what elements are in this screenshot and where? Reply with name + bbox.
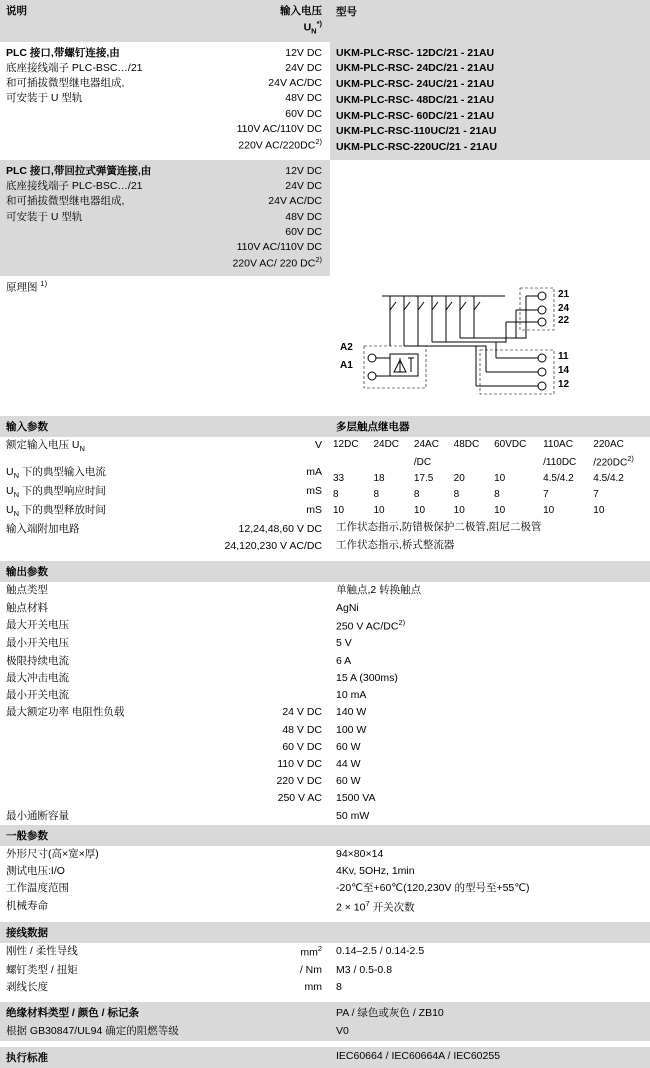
matrix-cell: 10 <box>373 505 385 517</box>
circuit-diagram-svg <box>330 276 650 416</box>
output-label-min-breaking-capacity: 最小通断容量 <box>6 809 69 822</box>
output-value-power-110vdc: 44 W <box>330 756 650 773</box>
terminal-label-a1: A1 <box>340 359 353 371</box>
matrix-subcol-1 <box>370 453 410 471</box>
block1-desc-line-0: PLC 接口,带螺钉连接,由 <box>6 46 120 59</box>
model-item: UKM-PLC-RSC-220UC/21 - 21AU <box>336 141 498 154</box>
general-unit-3 <box>225 898 330 917</box>
output-section-header <box>0 561 650 582</box>
output-row-1-left <box>0 600 330 617</box>
terminal-label-12: 12 <box>558 378 570 390</box>
matrix-subcol-5: /110DC <box>543 457 577 469</box>
output-row-8 <box>0 722 650 739</box>
matrix-row-current <box>330 471 650 487</box>
output-unit-1 <box>225 600 330 617</box>
general-value-dimensions: 94×80×14 <box>330 846 650 863</box>
output-row-6-left <box>0 687 330 704</box>
input-section-title: 输入参数 <box>0 416 330 437</box>
matrix-col-6: 220AC <box>593 438 624 450</box>
model-item: UKM-PLC-RSC- 24DC/21 - 21AU <box>336 62 495 75</box>
matrix-cell: 7 <box>543 489 549 501</box>
table-header-row <box>0 0 650 42</box>
input-row-current <box>0 464 330 483</box>
output-row-4-left <box>0 653 330 670</box>
output-row-13-left <box>0 808 330 825</box>
block2-voltage-4: 60V DC <box>285 225 322 238</box>
output-row-2-left <box>0 617 330 636</box>
model-item: UKM-PLC-RSC- 24UC/21 - 21AU <box>336 78 495 91</box>
input-params-left <box>0 437 330 555</box>
insulation-value-flame-rating: V0 <box>330 1023 650 1040</box>
block1-voltage-3: 48V DC <box>285 92 322 105</box>
block2-description <box>0 160 198 276</box>
input-row-current-unit: mA <box>306 465 322 478</box>
matrix-cell: 7 <box>593 489 599 501</box>
output-value-power-220vdc: 60 W <box>330 773 650 790</box>
output-row-5 <box>0 670 650 687</box>
output-value-min-breaking-capacity: 50 mW <box>330 808 650 825</box>
input-row-rated-voltage-unit: V <box>314 438 322 451</box>
output-value-power-250vac: 1500 VA <box>330 790 650 807</box>
output-row-0-left <box>0 582 330 599</box>
output-row-0 <box>0 582 650 599</box>
input-row-rated-voltage-label: 额定输入电压 $U_N$ <box>6 438 85 454</box>
matrix-cell: 8 <box>333 489 339 501</box>
output-row-9 <box>0 739 650 756</box>
output-unit-8: 48 V DC <box>282 723 322 736</box>
output-row-10-left <box>0 756 330 773</box>
input-row-response <box>0 483 330 502</box>
block2-voltage-5: 110V AC/110V DC <box>236 241 322 254</box>
standard-section-header <box>0 1047 650 1068</box>
input-row-extra-unit-1: 24,120,230 V AC/DC <box>224 540 322 553</box>
model-item: UKM-PLC-RSC- 12DC/21 - 21AU <box>336 46 495 59</box>
matrix-col-4: 60VDC <box>494 438 527 450</box>
general-section-header <box>0 825 650 846</box>
input-row-current-label: $U_N$ 下的典型输入电流 <box>6 465 106 481</box>
general-unit-0 <box>225 846 330 863</box>
output-value-power-24vdc: 140 W <box>330 704 650 721</box>
general-row-0-left <box>0 846 330 863</box>
output-unit-13 <box>225 808 330 825</box>
input-row-release-label: $U_N$ 下的典型释放时间 <box>6 503 106 518</box>
output-row-13 <box>0 808 650 825</box>
block2-voltages <box>198 160 330 276</box>
column-header-voltage <box>198 0 330 42</box>
product-block-1 <box>0 42 650 160</box>
input-row-extra-label: 输入端附加电路 <box>6 522 80 535</box>
block1-voltage-4: 60V DC <box>285 107 322 120</box>
matrix-col-2: 24AC <box>413 438 439 450</box>
matrix-row-release <box>330 503 650 519</box>
output-unit-7: 24 V DC <box>282 706 322 719</box>
matrix-cell: 10 <box>413 505 426 517</box>
general-section-header-right <box>330 825 650 846</box>
output-label-max-power: 最大额定功率 电阻性负载 <box>6 706 125 719</box>
output-label-contact-material: 触点材料 <box>6 601 48 614</box>
wiring-row-1 <box>0 962 650 979</box>
wiring-row-2-left <box>0 979 330 996</box>
insulation-row-0-left <box>0 1023 330 1040</box>
block1-model-list <box>330 42 650 160</box>
matrix-cell: 20 <box>453 473 465 485</box>
block2-voltage-0: 12V DC <box>285 164 322 177</box>
matrix-col-3: 48DC <box>453 438 480 450</box>
matrix-cell: 4.5/4.2 <box>543 473 574 485</box>
output-row-2 <box>0 617 650 636</box>
matrix-cell: 8 <box>413 489 420 501</box>
matrix-cell: 4.5/4.2 <box>593 473 624 485</box>
output-row-7 <box>0 704 650 721</box>
block1-voltage-1: 24V DC <box>285 61 322 74</box>
matrix-subcol-6: /220DC$^{2)}$ <box>593 453 634 469</box>
matrix-row-response <box>330 487 650 503</box>
insulation-unit-0 <box>225 1023 330 1040</box>
output-row-12 <box>0 790 650 807</box>
terminal-label-14: 14 <box>558 364 570 376</box>
insulation-section-header <box>0 1002 650 1023</box>
wiring-section-header <box>0 922 650 943</box>
output-section-title: 输出参数 <box>0 561 330 582</box>
output-value-power-60vdc: 60 W <box>330 739 650 756</box>
general-label-mechanical-life: 机械寿命 <box>6 899 48 912</box>
input-extra-value-1: 工作状态指示,桥式整流器 <box>336 538 455 551</box>
matrix-subheader-row <box>330 453 650 471</box>
block2-voltage-2: 24V AC/DC <box>268 195 322 208</box>
output-value-limit-current: 6 A <box>330 653 650 670</box>
general-row-3 <box>0 898 650 917</box>
output-value-inrush-current: 15 A (300ms) <box>330 670 650 687</box>
matrix-cell: 10 <box>593 505 605 517</box>
output-unit-9: 60 V DC <box>282 740 322 753</box>
output-unit-10: 110 V DC <box>277 757 322 770</box>
matrix-subcol-2: /DC <box>413 457 432 469</box>
wiring-value-conductor: 0.14–2.5 / 0.14-2.5 <box>330 943 650 962</box>
block1-left <box>0 42 330 160</box>
input-section-header <box>0 416 650 437</box>
insulation-row-0 <box>0 1023 650 1040</box>
general-row-1-left <box>0 863 330 880</box>
output-value-min-switch-voltage: 5 V <box>330 635 650 652</box>
block1-description <box>0 42 198 158</box>
model-item: UKM-PLC-RSC- 48DC/21 - 21AU <box>336 93 495 106</box>
input-row-release-unit: mS <box>306 503 322 516</box>
matrix-cell: 17.5 <box>413 473 434 485</box>
terminal-label-a2: A2 <box>340 341 353 353</box>
matrix-cell: 10 <box>494 505 506 517</box>
output-row-1 <box>0 600 650 617</box>
matrix-cell: 8 <box>453 489 460 501</box>
input-row-rated-voltage <box>0 437 330 456</box>
input-section-right-title: 多层触点继电器 <box>330 416 650 437</box>
block1-voltages <box>198 42 330 158</box>
output-value-max-switch-voltage: 250 V AC/DC$^{2)}$ <box>330 617 650 636</box>
standard-section-title: 执行标准 <box>0 1047 330 1068</box>
wiring-section-header-right <box>330 922 650 943</box>
block2-model-list <box>330 160 650 276</box>
schematic-row <box>0 276 650 416</box>
column-header-voltage-symbol: $U_N^{*)}$ <box>303 19 322 36</box>
block1-voltage-5: 110V AC/110V DC <box>236 122 322 135</box>
block1-desc-line-2: 和可插拔微型继电器组成, <box>6 77 125 90</box>
input-row-extra-unit-0: 12,24,48,60 V DC <box>238 522 322 535</box>
terminal-label-21: 21 <box>558 288 570 300</box>
matrix-col-0: 12DC <box>333 438 359 450</box>
wiring-label-strip-length: 剥线长度 <box>6 981 48 994</box>
wiring-unit-0: $mm^2$ <box>300 944 322 959</box>
output-label-11 <box>0 773 225 790</box>
header-left <box>0 0 330 42</box>
wiring-value-strip-length: 8 <box>330 979 650 996</box>
output-row-11 <box>0 773 650 790</box>
wiring-label-conductor: 刚性 / 柔性导线 <box>6 945 78 958</box>
input-row-extra-2 <box>0 538 330 555</box>
output-unit-6 <box>225 687 330 704</box>
output-label-min-switch-current: 最小开关电流 <box>6 689 69 702</box>
general-row-0 <box>0 846 650 863</box>
block1-voltage-2: 24V AC/DC <box>268 77 322 90</box>
block2-desc-line-3: 可安装于 U 型轨 <box>6 210 83 223</box>
block2-desc-line-0: PLC 接口,带回拉式弹簧连接,由 <box>6 164 152 177</box>
standard-section-value: IEC60664 / IEC60664A / IEC60255 <box>330 1047 650 1068</box>
output-row-6 <box>0 687 650 704</box>
input-row-response-label: $U_N$ 下的典型响应时间 <box>6 484 106 499</box>
output-label-max-switch-voltage: 最大开关电压 <box>6 618 69 631</box>
column-header-voltage-label: 输入电压 <box>280 5 322 17</box>
output-row-8-left <box>0 722 330 739</box>
wiring-row-0 <box>0 943 650 962</box>
matrix-cell: 33 <box>333 473 345 485</box>
block1-voltage-6: 220V AC/220DC$^{2)}$ <box>238 137 322 152</box>
output-label-limit-current: 极限持续电流 <box>6 654 69 667</box>
general-value-temp-range: -20℃至+60℃(120,230V 的型号至+55℃) <box>330 880 650 897</box>
output-label-9 <box>0 739 225 756</box>
wiring-unit-1: / Nm <box>299 963 322 976</box>
output-label-inrush-current: 最大冲击电流 <box>6 671 69 684</box>
output-section-header-right <box>330 561 650 582</box>
general-row-3-left <box>0 898 330 917</box>
wiring-section-title: 接线数据 <box>0 922 330 943</box>
output-value-min-switch-current: 10 mA <box>330 687 650 704</box>
output-unit-5 <box>225 670 330 687</box>
matrix-cell: 10 <box>543 505 555 517</box>
output-unit-0 <box>225 582 330 599</box>
matrix-subcol-3 <box>451 453 491 471</box>
matrix-cell: 18 <box>373 473 385 485</box>
matrix-subcol-4 <box>491 453 540 471</box>
block2-left <box>0 160 330 276</box>
input-row-release <box>0 502 330 521</box>
matrix-subcol-0 <box>330 453 370 471</box>
general-value-test-voltage: 4Kv, 5OHz, 1min <box>330 863 650 880</box>
input-row-extra-spacer <box>0 538 170 555</box>
input-row-response-unit: mS <box>306 484 322 497</box>
output-row-7-left <box>0 704 330 721</box>
output-label-contact-type: 触点类型 <box>6 584 48 597</box>
matrix-cell: 10 <box>333 505 345 517</box>
input-section-body <box>0 437 650 555</box>
block2-voltage-1: 24V DC <box>285 180 322 193</box>
general-section-title: 一般参数 <box>0 825 330 846</box>
general-row-1 <box>0 863 650 880</box>
column-header-model: 型号 <box>330 0 650 42</box>
matrix-cell: 8 <box>373 489 380 501</box>
output-label-10 <box>0 756 225 773</box>
wiring-unit-2: mm <box>304 981 322 994</box>
block1-voltage-0: 12V DC <box>285 46 322 59</box>
output-row-4 <box>0 653 650 670</box>
general-unit-2 <box>225 880 330 897</box>
terminal-label-24: 24 <box>558 302 570 314</box>
matrix-header-row <box>330 437 650 453</box>
general-label-dimensions: 外形尺寸(高×宽×厚) <box>6 847 99 860</box>
general-label-temp-range: 工作温度范围 <box>6 882 69 895</box>
output-unit-2 <box>225 617 330 636</box>
wiring-row-0-left <box>0 943 330 962</box>
output-value-power-48vdc: 100 W <box>330 722 650 739</box>
output-row-11-left <box>0 773 330 790</box>
column-header-description: 说明 <box>6 5 27 17</box>
matrix-cell: 10 <box>453 505 465 517</box>
output-value-contact-material: AgNi <box>330 600 650 617</box>
input-extra-value-0: 工作状态指示,防错极保护二极管,阻尼二极管 <box>336 521 542 534</box>
output-unit-4 <box>225 653 330 670</box>
general-value-mechanical-life: $2 \times 10^7$ 开关次数 <box>330 898 650 917</box>
block2-voltage-3: 48V DC <box>285 210 322 223</box>
input-params-right <box>330 437 650 555</box>
relay-matrix-table <box>330 437 650 519</box>
schematic-title-cell <box>0 276 330 416</box>
output-value-contact-type: 单触点,2 转换触点 <box>330 582 650 599</box>
output-row-10 <box>0 756 650 773</box>
matrix-cell: 8 <box>494 489 500 501</box>
output-unit-3 <box>225 635 330 652</box>
wiring-row-1-left <box>0 962 330 979</box>
output-row-3 <box>0 635 650 652</box>
wiring-label-screw: 螺钉类型 / 扭矩 <box>6 963 78 976</box>
terminal-label-11: 11 <box>558 350 569 362</box>
block1-desc-line-3: 可安装于 U 型轨 <box>6 92 83 105</box>
output-row-9-left <box>0 739 330 756</box>
wiring-row-2 <box>0 979 650 996</box>
insulation-label-flame-rating: 根据 GB30847/UL94 确定的阻燃等级 <box>6 1025 179 1038</box>
output-row-3-left <box>0 635 330 652</box>
schematic-diagram <box>330 276 650 416</box>
matrix-cell: 10 <box>494 473 506 485</box>
input-row-extra-1 <box>0 521 330 538</box>
block2-voltage-6: 220V AC/ 220 DC$^{2)}$ <box>232 255 322 270</box>
output-label-min-switch-voltage: 最小开关电压 <box>6 637 69 650</box>
block1-desc-line-1: 底座接线端子 PLC-BSC…/21 <box>6 61 143 74</box>
general-row-2-left <box>0 880 330 897</box>
general-label-test-voltage: 测试电压:I/O <box>6 865 65 878</box>
output-row-12-left <box>0 790 330 807</box>
output-row-5-left <box>0 670 330 687</box>
insulation-section-value: PA / 绿色或灰色 / ZB10 <box>330 1002 650 1023</box>
insulation-section-title: 绝缘材料类型 / 颜色 / 标记条 <box>0 1002 330 1023</box>
schematic-title: 原理图 $^{1)}$ <box>6 278 48 294</box>
terminal-label-22: 22 <box>558 314 570 326</box>
matrix-col-5: 110AC <box>543 438 573 450</box>
general-row-2 <box>0 880 650 897</box>
output-label-12 <box>0 790 225 807</box>
product-block-2 <box>0 160 650 276</box>
block2-desc-line-1: 底座接线端子 PLC-BSC…/21 <box>6 180 143 193</box>
general-unit-1 <box>225 863 330 880</box>
output-label-8 <box>0 722 225 739</box>
wiring-value-screw: M3 / 0.5-0.8 <box>330 962 650 979</box>
model-item: UKM-PLC-RSC- 60DC/21 - 21AU <box>336 109 495 122</box>
model-item: UKM-PLC-RSC-110UC/21 - 21AU <box>336 125 497 138</box>
block2-desc-line-2: 和可插拔微型继电器组成, <box>6 195 125 208</box>
output-unit-12: 250 V AC <box>277 792 322 805</box>
output-unit-11: 220 V DC <box>276 775 322 788</box>
matrix-col-1: 24DC <box>373 438 400 450</box>
